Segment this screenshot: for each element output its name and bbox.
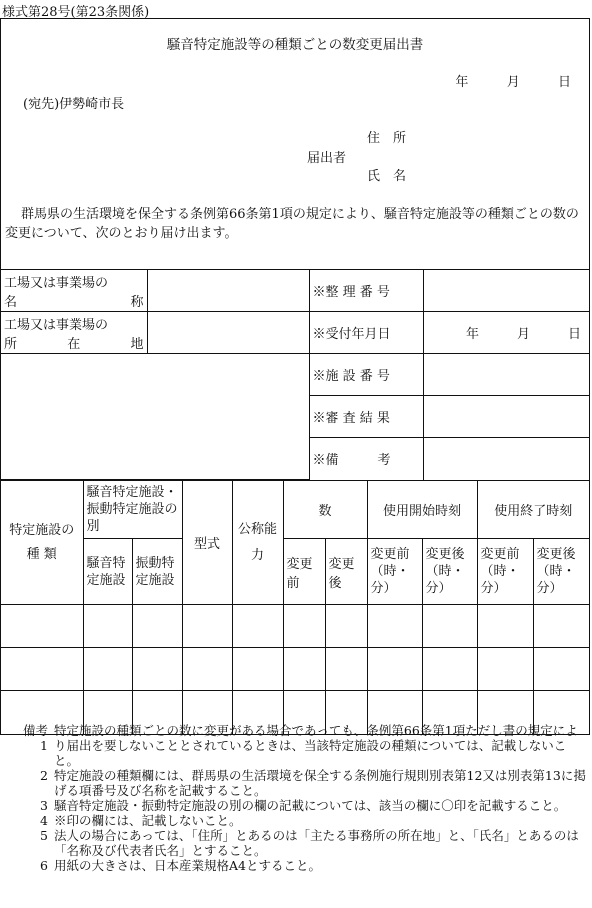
- remarks-field[interactable]: [423, 438, 589, 480]
- col-end-after: 変更後（時・分）: [533, 539, 589, 605]
- table-cell[interactable]: [283, 605, 325, 648]
- note-item: 4 ※印の欄には、記載しないこと。: [40, 813, 242, 828]
- facility-number-field[interactable]: [423, 354, 589, 396]
- col-end-time: 使用終了時刻: [477, 481, 589, 539]
- table-cell[interactable]: [182, 648, 232, 691]
- col-count: 数: [283, 481, 367, 539]
- form-number-label: 様式第28号(第23条関係): [2, 5, 150, 20]
- table-cell[interactable]: [533, 648, 589, 691]
- table-cell[interactable]: [367, 648, 422, 691]
- col-vibration: 振動特定施設: [132, 539, 182, 605]
- note-item: 備考1 特定施設の種類ごとの数に変更がある場合であっても、条例第66条第1項ただし書の規定により届出を要しないこととされているときは、当該特定施設の種類については、記載しないこと。: [22, 723, 578, 768]
- submission-date[interactable]: [455, 71, 571, 90]
- col-category: 騒音特定施設・振動特定施設の別: [83, 481, 182, 539]
- table-cell[interactable]: [83, 648, 132, 691]
- table-cell[interactable]: [325, 605, 367, 648]
- table-cell[interactable]: [132, 648, 182, 691]
- col-count-before: 変更前: [283, 539, 325, 605]
- notifier-address-label: 住 所: [367, 131, 407, 146]
- table-cell[interactable]: [83, 605, 132, 648]
- table-cell[interactable]: [132, 605, 182, 648]
- received-date-field[interactable]: 年 月 日: [423, 312, 589, 354]
- facility-detail-table: [1, 480, 589, 734]
- col-model: 型式: [182, 481, 232, 605]
- form-frame: [0, 18, 590, 735]
- table-cell[interactable]: [422, 605, 477, 648]
- facility-number-label: ※施 設 番 号: [309, 354, 423, 396]
- form-header: [1, 19, 589, 269]
- factory-name-label: 工場又は事業場の 名 称: [1, 270, 147, 312]
- note-item: 3 騒音特定施設・振動特定施設の別の欄の記載については、該当の欄に〇印を記載すること。: [40, 798, 567, 813]
- table-cell[interactable]: [232, 605, 283, 648]
- form-title: 騒音特定施設等の種類ごとの数変更届出書: [166, 37, 424, 53]
- table-row: [1, 605, 589, 648]
- table-row: [1, 648, 589, 691]
- table-cell[interactable]: [477, 648, 533, 691]
- date-month: 月: [506, 75, 520, 90]
- col-start-after: 変更後（時・分）: [422, 539, 477, 605]
- note-item: 5 法人の場合にあっては、「住所」とあるのは「主たる事務所の所在地」と、「氏名」とあるのは「名称及び代表者氏名」とすること。: [40, 828, 579, 858]
- notifier-name-label: 氏 名: [367, 169, 407, 184]
- table-cell[interactable]: [232, 648, 283, 691]
- received-date-label: ※受付年月日: [309, 312, 423, 354]
- factory-location-label: 工場又は事業場の 所 在 地: [1, 312, 147, 354]
- blank-area: [1, 354, 309, 480]
- table-cell[interactable]: [182, 605, 232, 648]
- col-capacity: 公称能力: [232, 481, 283, 605]
- table-cell[interactable]: [283, 648, 325, 691]
- col-count-after: 変更後: [325, 539, 367, 605]
- review-result-field[interactable]: [423, 396, 589, 438]
- review-result-label: ※審 査 結 果: [309, 396, 423, 438]
- table-cell[interactable]: [325, 648, 367, 691]
- table-cell[interactable]: [1, 605, 83, 648]
- table-cell[interactable]: [477, 605, 533, 648]
- addressee: (宛先)伊勢崎市長: [23, 97, 125, 112]
- factory-name-field[interactable]: [147, 270, 309, 312]
- notes-section: [18, 723, 586, 873]
- col-start-time: 使用開始時刻: [367, 481, 477, 539]
- col-end-before: 変更前（時・分）: [477, 539, 533, 605]
- date-year: 年: [455, 75, 469, 90]
- reference-number-field[interactable]: [423, 270, 589, 312]
- table-cell[interactable]: [422, 648, 477, 691]
- col-facility-type: 特定施設の 種 類: [1, 481, 83, 605]
- note-item: 6 用紙の大きさは、日本産業規格A4とすること。: [40, 858, 321, 873]
- factory-location-field[interactable]: [147, 312, 309, 354]
- table-cell[interactable]: [533, 605, 589, 648]
- reference-number-label: ※整 理 番 号: [309, 270, 423, 312]
- table-cell[interactable]: [367, 605, 422, 648]
- remarks-label: ※備 考: [309, 438, 423, 480]
- col-noise: 騒音特定施設: [83, 539, 132, 605]
- col-start-before: 変更前（時・分）: [367, 539, 422, 605]
- declaration-text: 群馬県の生活環境を保全する条例第66条第1項の規定により、騒音特定施設等の種類ごとの数の変更について、次のとおり届け出ます。: [5, 207, 579, 241]
- note-item: 2 特定施設の種類欄には、群馬県の生活環境を保全する条例施行規則別表第12又は別表第13に掲げる項番号及び名称を記載すること。: [40, 768, 586, 798]
- table-cell[interactable]: [1, 648, 83, 691]
- date-day: 日: [557, 75, 571, 90]
- notifier-label: 届出者: [307, 151, 347, 166]
- facility-info-table: [1, 269, 589, 480]
